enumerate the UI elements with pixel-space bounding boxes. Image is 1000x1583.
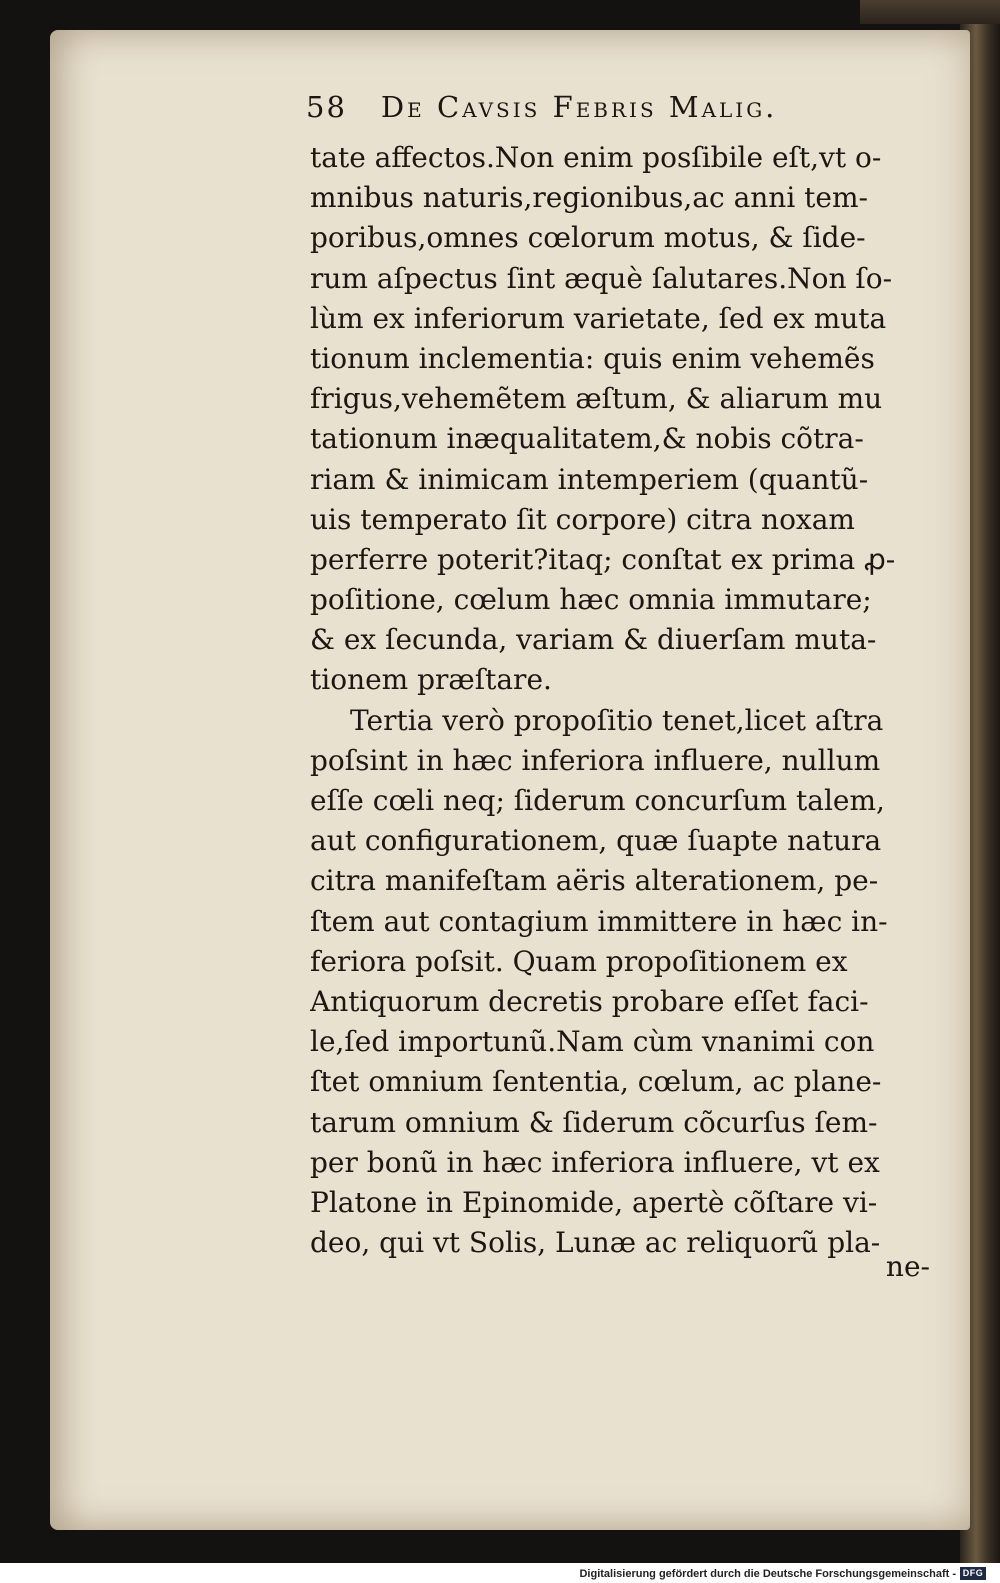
- text-line: rum aſpectus ſint æquè ſalutares.Non ſo-: [310, 261, 893, 295]
- text-line: poribus,omnes cœlorum motus, & ſide-: [310, 221, 866, 255]
- paragraph-start-line: Tertia verò propoſitio tenet,licet aſtra: [350, 703, 884, 737]
- text-line: & ex ſecunda, variam & diuerſam muta-: [310, 623, 877, 657]
- running-head-title: De Cavsis Febris Malig.: [380, 90, 778, 124]
- text-line: mnibus naturis,regionibus,ac anni tem-: [310, 181, 869, 215]
- text-line: le,ſed importunũ.Nam cùm vnanimi con: [310, 1025, 875, 1059]
- catchword: ne-: [885, 1250, 930, 1283]
- text-line: tate affectos.Non enim posſibile eſt,vt o-: [310, 141, 882, 174]
- text-line: perferre poterit?itaq; conſtat ex prima ꝓ-: [310, 542, 896, 576]
- text-line: tarum omnium & ſiderum cõcurſus ſem-: [310, 1105, 878, 1139]
- text-line: lùm ex inferiorum varietate, ſed ex muta: [310, 301, 887, 335]
- text-line: aut configurationem, quæ ſuapte natura: [310, 824, 882, 858]
- book-top-edge: [860, 0, 1000, 24]
- running-head: [306, 90, 906, 134]
- text-line: per bonũ in hæc inferiora influere, vt ex: [310, 1145, 880, 1179]
- text-line: eſſe cœli neq; ſiderum concurſum talem,: [310, 784, 885, 817]
- page-number: 58: [306, 90, 347, 124]
- text-line: tationum inæqualitatem,& nobis cõtra-: [310, 422, 864, 456]
- text-line: deo, qui vt Solis, Lunæ ac reliquorũ pla-: [310, 1226, 881, 1260]
- text-line: riam & inimicam intemperiem (quantũ-: [310, 462, 869, 496]
- text-line: poſsint in hæc inferiora influere, nullum: [310, 743, 881, 777]
- text-line: citra manifeſtam aëris alterationem, pe-: [310, 864, 879, 898]
- text-line: tionum inclementia: quis enim vehemẽs: [310, 341, 875, 375]
- text-line: uis temperato ſit corpore) citra noxam: [310, 502, 855, 536]
- body-text: [310, 138, 922, 1263]
- text-line: ſtem aut contagium immittere in hæc in-: [310, 904, 888, 938]
- dfg-logo-icon: DFG: [960, 1567, 986, 1580]
- text-line: frigus,vehemẽtem æſtum, & aliarum mu: [310, 382, 883, 416]
- text-line: Platone in Epinomide, apertè cõſtare vi-: [310, 1185, 878, 1219]
- text-line: feriora poſsit. Quam propoſitionem ex: [310, 944, 848, 978]
- digitization-credit: Digitalisierung gefördert durch die Deutsche Forschungsgemeinschaft -: [579, 1568, 956, 1580]
- text-line: tionem præſtare.: [310, 663, 552, 697]
- text-line: ſtet omnium ſententia, cœlum, ac plane-: [310, 1065, 882, 1099]
- text-line: Antiquorum decretis probare eſſet faci-: [310, 984, 869, 1018]
- text-line: poſitione, cœlum hæc omnia immutare;: [310, 583, 872, 617]
